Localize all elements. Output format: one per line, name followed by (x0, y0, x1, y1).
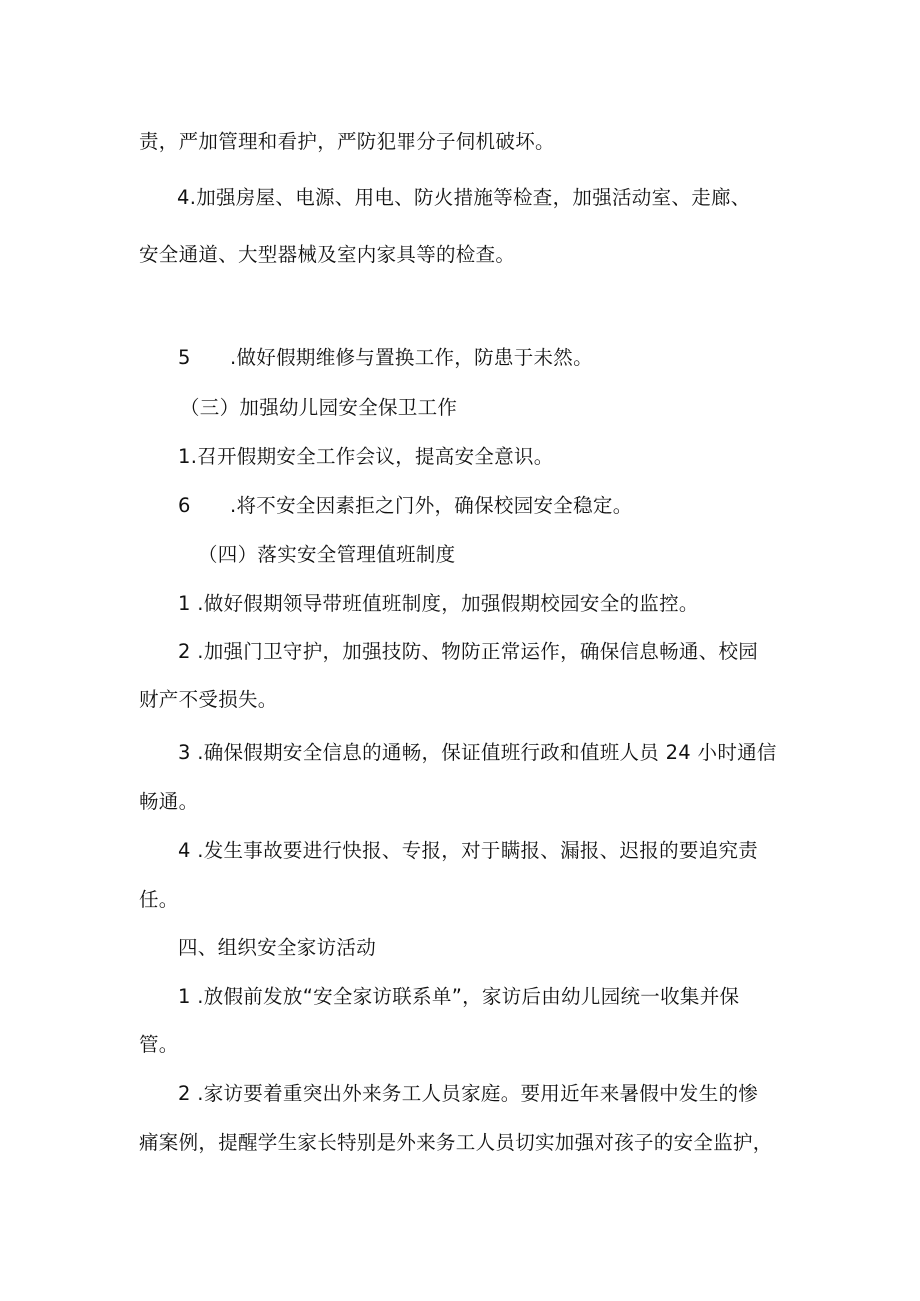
text-line: 2 .加强门卫守护，加强技防、物防正常运作，确保信息畅通、校园 (178, 640, 759, 663)
text-line: 1 .放假前发放“安全家访联系单”，家访后由幼儿园统一收集并保 (178, 985, 740, 1008)
text-line: 4.加强房屋、电源、用电、防火措施等检查，加强活动室、走廊、 (177, 186, 751, 209)
text-line: .做好假期维修与置换工作，防患于未然。 (230, 346, 593, 369)
text-line: 1 .做好假期领导带班值班制度，加强假期校园安全的监控。 (178, 592, 699, 615)
list-number: 5 (178, 346, 191, 369)
section-heading: 四、组织安全家访活动 (178, 936, 377, 959)
text-line: 管。 (139, 1033, 179, 1056)
text-line: 财产不受损失。 (139, 688, 278, 711)
text-line: 痛案例，提醒学生家长特别是外来务工人员切实加强对孩子的安全监护， (139, 1131, 773, 1154)
text-line: 任。 (139, 888, 179, 911)
text-line: 2 .家访要着重突出外来务工人员家庭。要用近年来暑假中发生的惨 (178, 1082, 759, 1105)
text-line: 安全通道、大型器械及室内家具等的检查。 (139, 243, 516, 266)
text-line: 畅通。 (139, 790, 199, 813)
section-heading: （三）加强幼儿园安全保卫工作 (180, 396, 458, 419)
text-line: .将不安全因素拒之门外，确保校园安全稳定。 (230, 494, 633, 517)
text-line: 3 .确保假期安全信息的通畅，保证值班行政和值班人员 24 小时通信 (178, 741, 777, 764)
text-line: 责，严加管理和看护，严防犯罪分子伺机破坏。 (139, 130, 555, 153)
text-line: 1.召开假期安全工作会议，提高安全意识。 (178, 445, 554, 468)
text-line: 4 .发生事故要进行快报、专报，对于瞒报、漏报、迟报的要追究责 (178, 839, 759, 862)
section-heading: （四）落实安全管理值班制度 (198, 543, 456, 566)
list-number: 6 (178, 494, 191, 517)
